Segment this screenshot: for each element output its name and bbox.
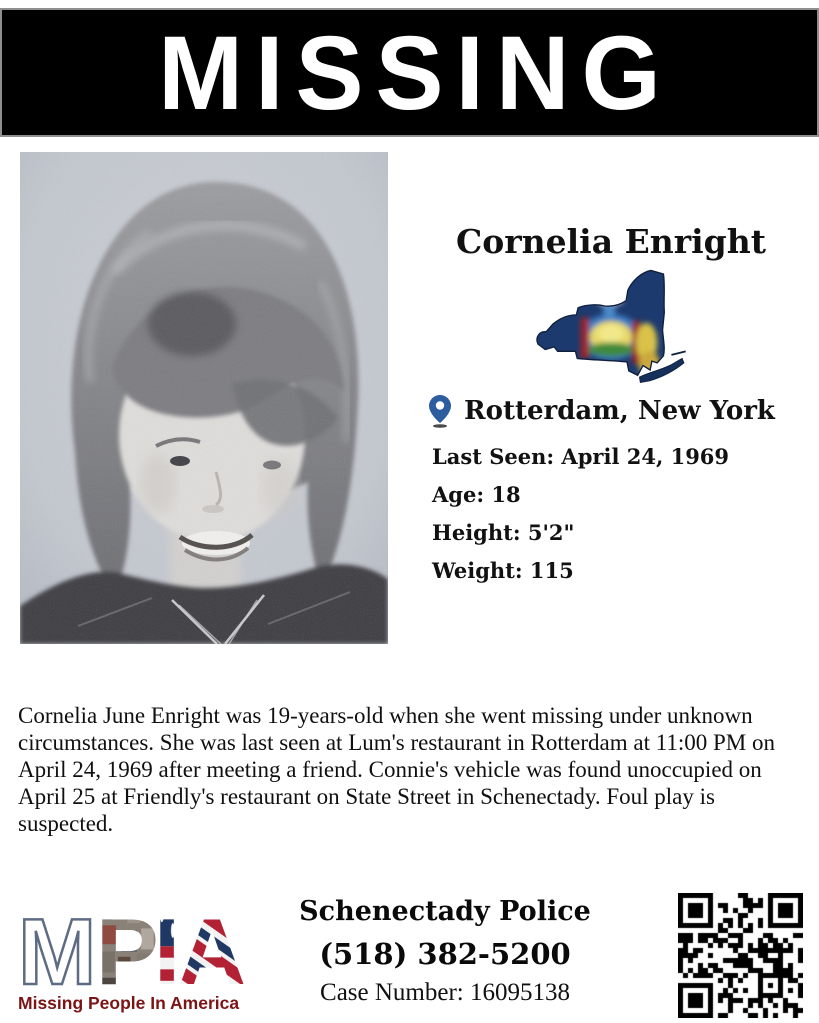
agency-name: Schenectady Police [299, 896, 591, 927]
description-text: Cornelia June Enright was 19-years-old when she went missing under unknown circumstances. She was last seen at Lum's restaurant in Rotterdam at 11:00 PM on April 24, 1969 after meeting a friend. Connie's vehicle was found unoccupied on April 25 at Friendly's restaurant on State Street in Schenectady. Foul play is suspected. [18, 703, 776, 836]
detail-age: Age: 18 [432, 482, 521, 507]
mpia-logo [18, 892, 250, 1016]
detail-last-seen: Last Seen: April 24, 1969 [432, 444, 730, 469]
contact-block [250, 896, 640, 1007]
mpia-letter-a: A [178, 899, 246, 1004]
location-row [428, 394, 810, 428]
location-pin-icon [428, 394, 452, 428]
mpia-letter-p: P [96, 899, 159, 1004]
qr-code [678, 893, 803, 1018]
person-name: Cornelia Enright [456, 222, 766, 261]
detail-height: Height: 5'2" [432, 520, 575, 545]
location-text: Rotterdam, New York [464, 396, 775, 426]
mpia-tagline: Missing People In America [18, 993, 240, 1013]
person-photo [20, 152, 388, 644]
case-number: Case Number: 16095138 [320, 979, 570, 1006]
portrait-illustration [20, 152, 388, 644]
details-list [432, 444, 802, 596]
mpia-letter-m: M [18, 899, 97, 1004]
missing-banner [0, 8, 819, 137]
qr-canvas [678, 893, 803, 1018]
banner-title: MISSING [158, 13, 673, 132]
mpia-letter-i: I [154, 899, 181, 1004]
agency-phone: (518) 382-5200 [319, 937, 571, 971]
ny-state-map-icon [420, 266, 802, 394]
detail-weight: Weight: 115 [432, 558, 574, 583]
